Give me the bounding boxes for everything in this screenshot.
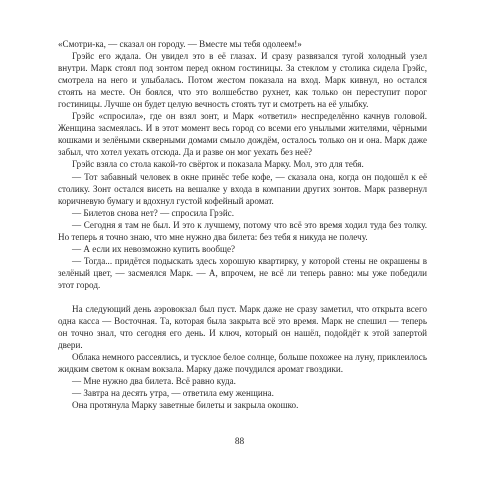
paragraph-9: На следующий день аэровокзал был пуст. Марк даже не сразу заметил, что открыта всего одна касса — Восточная. Та, которая была закрыта всё это время. Марк не спешил — теперь он точно знал, что сегодня его день. И ключ, который он нашёл, подойдёт к этой запертой двери. bbox=[58, 303, 427, 351]
epigraph: «Смотри-ка, — сказал он городу. — Вместе мы тебя одолеем!» bbox=[58, 39, 302, 49]
paragraph-8: — Тогда... придётся подыскать здесь хорошую квартирку, у которой стены не окрашены в зелёный цвет, — засмеялся Марк. — А, впрочем, не всё ли теперь равно: мы уже победили этот город. bbox=[58, 255, 427, 290]
paragraph-6: — Сегодня я там не был. И это к лучшему, потому что всё это время ходил туда без толку. Но теперь я точно знаю, что мне нужно два билета: без тебя я никуда не полечу. bbox=[58, 219, 427, 242]
paragraph-1: Грэйс его ждала. Он увидел это в её глазах. И сразу развязался тугой холодный узел внутри. Марк стоял под зонтом перед окном гостиницы. За стеклом у столика сидела Грэйс, смотрела на него и улыбалась. Потом жестом показала на вход. Марк кивнул, но остался стоять на месте. Он боялся, что это волшебство рухнет, как только он переступит порог гостиницы. Лучше он будет целую вечность стоять тут и смотреть на её улыбку. bbox=[58, 51, 427, 110]
paragraph-2: Грэйс «спросила», где он взял зонт, и Марк «ответил» неспределённо качнув головой. Женщина засмеялась. И в этот момент весь город со всеми его унылыми жителями, чёрными кошками и зелёными скверными домами смыло дождём, осталось только он и она. Марк даже забыл, что хотел уехать отсюда. Да и разве он мог уехать без неё? bbox=[58, 111, 427, 158]
paragraph-3: Грэйс взяла со стола какой-то свёрток и показала Марку. Мол, это для тебя. bbox=[72, 159, 364, 170]
paragraph-12: — Завтра на десять утра, — ответила ему женщина. bbox=[72, 388, 274, 399]
paragraph-11: — Мне нужно два билета. Всё равно куда. bbox=[72, 376, 236, 387]
section-gap bbox=[58, 291, 427, 303]
paragraph-5: — Билетов снова нет? — спросила Грэйс. bbox=[72, 207, 234, 218]
paragraph-4: — Тот забавный человек в окне принёс тебе кофе, — сказала она, когда он подошёл к её столику. Зонт остался висеть на вешалке у входа в компании других зонтов. Марк развернул коричневую бумагу и вдохнул густой кофейный аромат. bbox=[58, 171, 427, 206]
paragraph-13: Она протянула Марку заветные билеты и закрыла окошко. bbox=[72, 400, 299, 411]
page-number: 88 bbox=[234, 437, 245, 447]
paragraph-7: — А если их невозможно купить вообще? bbox=[72, 243, 236, 254]
paragraph-10: Облака немного рассеялись, и тусклое белое солнце, больше похожее на луну, приклеилось жидким светом к окнам вокзала. Марку даже почудился аромат гвоздики. bbox=[58, 352, 427, 375]
